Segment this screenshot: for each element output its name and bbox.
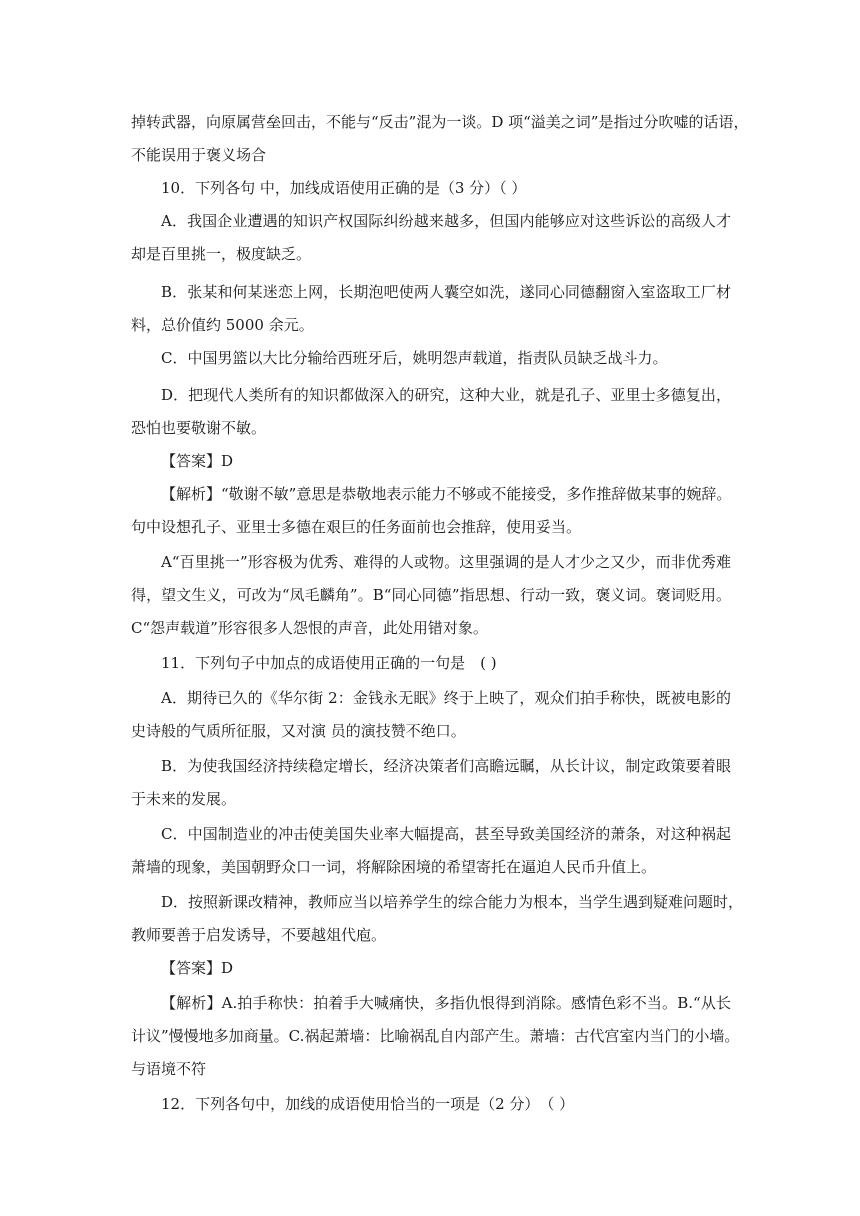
text-line: 句中设想孔子、亚里士多德在艰巨的任务面前也会推辞，使用妥当。	[131, 518, 582, 536]
question-12: 12．下列各句中，加线的成语使用恰当的一项是（2 分） （ ）	[161, 1095, 575, 1113]
text-line: 恐怕也要敬谢不敏。	[131, 419, 267, 437]
option-c: C．中国男篮以大比分输给西班牙后，姚明怨声载道，指责队员缺乏战斗力。	[161, 349, 668, 367]
analysis: 【解析】“敬谢不敏”意思是恭敬地表示能力不够或不能接受，多作推辞做某事的婉辞。	[161, 485, 732, 503]
option-c: C．中国制造业的冲击使美国失业率大幅提高，甚至导致美国经济的萧条，对这种祸起	[161, 825, 731, 843]
text-line: 却是百里挑一，极度缺乏。	[131, 245, 312, 263]
option-d: D．把现代人类所有的知识都做深入的研究，这种大业，就是孔子、亚里士多德复出，	[161, 386, 731, 404]
text-line: 与语境不符	[131, 1060, 207, 1078]
text-line: 得，望文生义，可改为“凤毛麟角”。B“同心同德”指思想、行动一致，褒义词。褒词贬用。	[131, 586, 731, 604]
option-d: D．按照新课改精神，教师应当以培养学生的综合能力为根本，当学生遇到疑难问题时，	[161, 893, 744, 911]
text-line: 于未来的发展。	[131, 790, 237, 808]
answer-label: 【答案】D	[161, 452, 234, 470]
text-line: 掉转武器，向原属营垒回击，不能与“反击”混为一谈。D 项“溢美之词”是指过分吹嘘的话语，	[131, 113, 749, 131]
question-10: 10．下列各句 中，加线成语使用正确的是（3 分）（ ）	[161, 179, 527, 197]
analysis: 【解析】A.拍手称快：拍着手大喊痛快，多指仇恨得到消除。感情色彩不当。B.“从长	[161, 994, 731, 1012]
answer-label: 【答案】D	[161, 959, 234, 977]
text-line: 教师要善于启发诱导，不要越俎代庖。	[131, 926, 387, 944]
text-line: 计议”慢慢地多加商量。C.祸起萧墙：比喻祸乱自内部产生。萧墙：古代宫室内当门的小墙。	[131, 1027, 740, 1045]
option-a: A．我国企业遭遇的知识产权国际纠纷越来越多，但国内能够应对这些诉讼的高级人才	[161, 212, 731, 230]
text-line: 萧墙的现象，美国朝野众口一词，将解除困境的希望寄托在逼迫人民币升值上。	[131, 858, 657, 876]
text-line: 料，总价值约 5000 余元。	[131, 316, 314, 334]
text-line: 史诗般的气质所征服，又对演 员的演技赞不绝口。	[131, 722, 466, 740]
option-b: B．为使我国经济持续稳定增长，经济决策者们高瞻远瞩，从长计议，制定政策要着眼	[161, 757, 731, 775]
option-a: A．期待已久的《华尔街 2：金钱永无眠》终于上映了，观众们拍手称快，既被电影的	[161, 689, 731, 707]
question-11: 11．下列句子中加点的成语使用正确的一句是 ( )	[161, 654, 497, 672]
text-line: 不能误用于褒义场合	[131, 146, 267, 164]
option-b: B．张某和何某迷恋上网，长期泡吧使两人囊空如洗，遂同心同德翻窗入室盗取工厂材	[161, 283, 731, 301]
text-line: A“百里挑一”形容极为优秀、难得的人或物。这里强调的是人才少之又少，而非优秀难	[161, 553, 731, 571]
text-line: C“怨声载道”形容很多人怨恨的声音，此处用错对象。	[131, 619, 488, 637]
